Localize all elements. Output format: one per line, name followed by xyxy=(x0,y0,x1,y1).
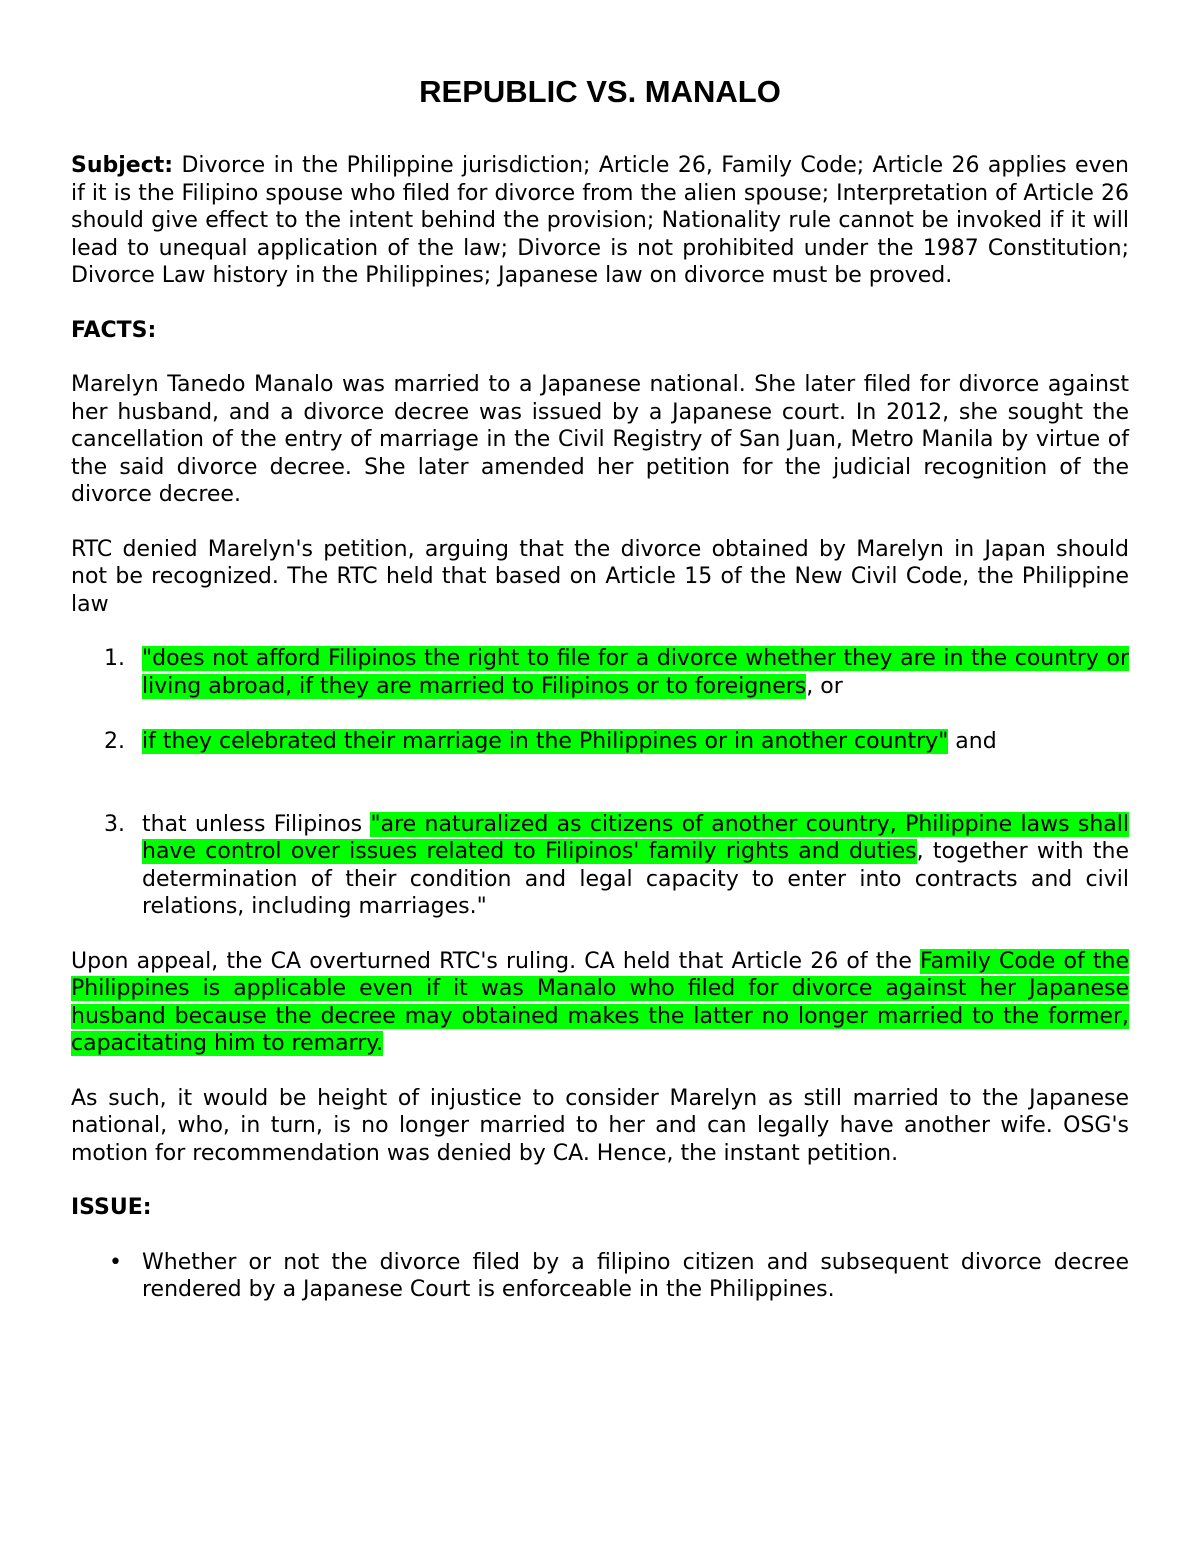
list-number: 1. xyxy=(104,646,125,671)
issue-list xyxy=(71,1249,1129,1304)
subject-label: Subject: xyxy=(71,153,174,178)
facts-paragraph-3 xyxy=(71,948,1129,1058)
appeal-text: Upon appeal, the CA overturned RTC's ruling. CA held that Article 26 of the xyxy=(71,948,921,974)
facts-paragraph-1: Marelyn Tanedo Manalo was married to a Japanese national. She later filed for divorce against her husband, and a divorce decree was issued by a Japanese court. In 2012, she sought the cancellation of the entry of marriage in the Civil Registry of San Juan, Metro Manila by virtue of the said divorce decree. She later amended her petition for the judicial recognition of the divorce decree. xyxy=(71,372,1129,507)
list-item xyxy=(71,645,1129,700)
highlighted-quote: "does not afford Filipinos the right to file for a divorce whether they are in the country or living abroad, if they are married to Filipinos or to foreigners xyxy=(142,646,1129,699)
list-item-tail: , or xyxy=(806,673,843,699)
facts-paragraph-4: As such, it would be height of injustice to consider Marelyn as still married to the Japanese national, who, in turn, is no longer married to her and can legally have another wife. OSG's motion for recommendation was denied by CA. Hence, the instant petition. xyxy=(71,1085,1129,1166)
facts-heading: FACTS: xyxy=(71,317,157,343)
highlighted-holding: Family Code of the Philippines is applicable even if it was Manalo who filed for divorce against her Japanese husband because the decree may obtained makes the latter no longer married to the former, capacitating him to remarry. xyxy=(71,948,1129,1056)
list-number: 2. xyxy=(104,729,125,754)
list-item xyxy=(71,728,1129,756)
subject-text: Divorce in the Philippine jurisdiction; Article 26, Family Code; Article 26 applies even if it is the Filipino spouse who filed for divorce from the alien spouse; Interpretation of Article 26 should give effect to the intent behind the provision; Nationality rule cannot be invoked if it will lead to unequal application of the law; Divorce is not prohibited under the 1987 Constitution; Divorce Law history in the Philippines; Japanese law on divorce must be proved. xyxy=(71,153,1129,288)
bullet-icon: • xyxy=(109,1249,122,1275)
list-item-tail: and xyxy=(948,729,997,754)
facts-paragraph-2: RTC denied Marelyn's petition, arguing that the divorce obtained by Marelyn in Japan should not be recognized. The RTC held that based on Article 15 of the New Civil Code, the Philippine law xyxy=(71,536,1129,617)
highlighted-quote: if they celebrated their marriage in the Philippines or in another country" xyxy=(142,729,949,754)
list-item xyxy=(71,1249,1129,1304)
list-item xyxy=(71,811,1129,921)
issue-heading: ISSUE: xyxy=(71,1195,152,1220)
subject-paragraph xyxy=(71,152,1129,290)
list-item-tail: , together with the determination of their condition and legal capacity to enter into contracts and civil relations, including marriages." xyxy=(142,839,1130,919)
highlighted-quote: "are naturalized as citizens of another country, Philippine laws shall have control over issues related to Filipinos' family rights and duties xyxy=(142,811,1129,864)
list-number: 3. xyxy=(104,811,125,837)
issue-text: Whether or not the divorce filed by a filipino citizen and subsequent divorce decree rendered by a Japanese Court is enforceable in the Philippines. xyxy=(142,1249,1129,1302)
rtc-holdings-list xyxy=(71,645,1129,921)
document-title: REPUBLIC VS. MANALO xyxy=(419,74,781,109)
list-item-lead: that unless Filipinos xyxy=(142,811,371,837)
